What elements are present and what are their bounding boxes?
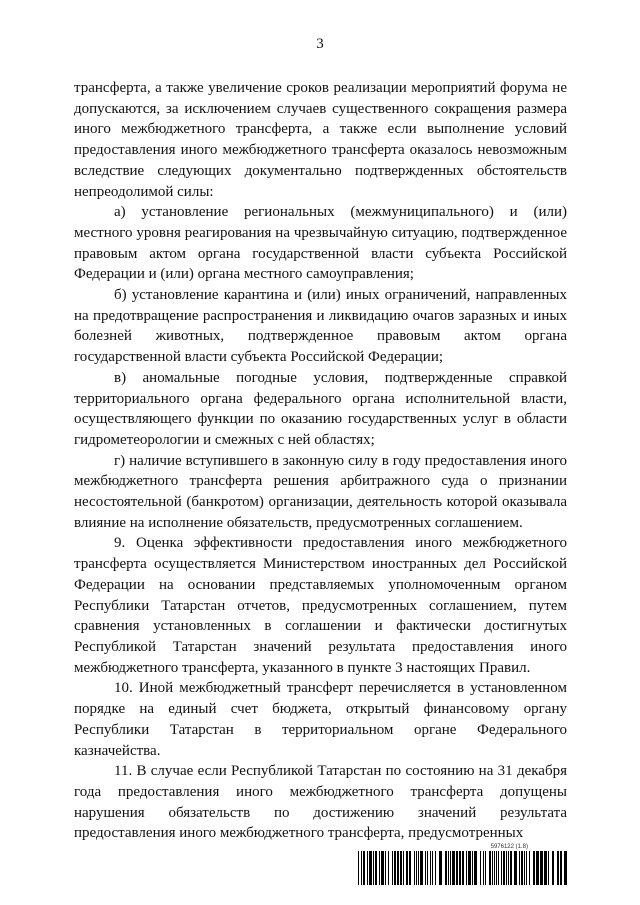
barcode-block [358, 843, 570, 885]
paragraph-continuation: трансферта, а также увеличение сроков реализации мероприятий форума не допускаются, за исключением случаев существенного сокращения размера иного межбюджетного трансферта, а также если выполнение условий предоставления иного межбюджетного трансферта оказалось невозможным вследствие следующих документально подтвержденных обстоятельств непреодолимой силы: [74, 80, 567, 200]
barcode-code: 5976122 (1.8) [490, 844, 528, 850]
document-body [74, 78, 567, 844]
paragraph-item-b: б) установление карантина и (или) иных ограничений, направленных на предотвращение распространения и ликвидацию очагов заразных и иных болезней животных, подтвержденное правовым актом органа государственной власти субъекта Российской Федерации; [74, 287, 567, 366]
paragraph-clause-10: 10. Иной межбюджетный трансферт перечисляется в установленном порядке на единый счет бюджета, открытый финансовому органу Республики Татарстан в территориальном органе Федерального казначейства. [74, 680, 567, 759]
barcode-icon [358, 851, 570, 885]
page-number: 3 [316, 36, 324, 52]
paragraph-item-a: а) установление региональных (межмуниципального) и (или) местного уровня реагирования на чрезвычайную ситуацию, подтвержденное правовым актом органа государственной власти субъекта Российской Федерации и (или) органа местного самоуправления; [74, 204, 567, 283]
paragraph-item-g: г) наличие вступившего в законную силу в году предоставления иного межбюджетного трансферта решения арбитражного суда о признании несостоятельной (банкротом) организации, деятельность которой оказывала влияние на исполнение обязательств, предусмотренных соглашением. [74, 452, 567, 531]
paragraph-clause-9: 9. Оценка эффективности предоставления иного межбюджетного трансферта осуществляется Министерством иностранных дел Российской Федерации на основании представляемых уполномоченным органом Республики Татарстан отчетов, предусмотренных соглашением, путем сравнения установленных в соглашении и фактически достигнутых Республикой Татарстан значений результата предоставления иного межбюджетного трансферта, указанного в пункте 3 настоящих Правил. [74, 535, 567, 676]
paragraph-item-v: в) аномальные погодные условия, подтвержденные справкой территориального органа федерального органа исполнительной власти, осуществляющего функции по оказанию государственных услуг в области гидрометеорологии и смежных с ней областях; [74, 369, 567, 448]
paragraph-clause-11: 11. В случае если Республикой Татарстан по состоянию на 31 декабря года предоставления иного межбюджетного трансферта допущены нарушения обязательств по достижению значений результата предоставления иного межбюджетного трансферта, предусмотренных [74, 763, 567, 842]
